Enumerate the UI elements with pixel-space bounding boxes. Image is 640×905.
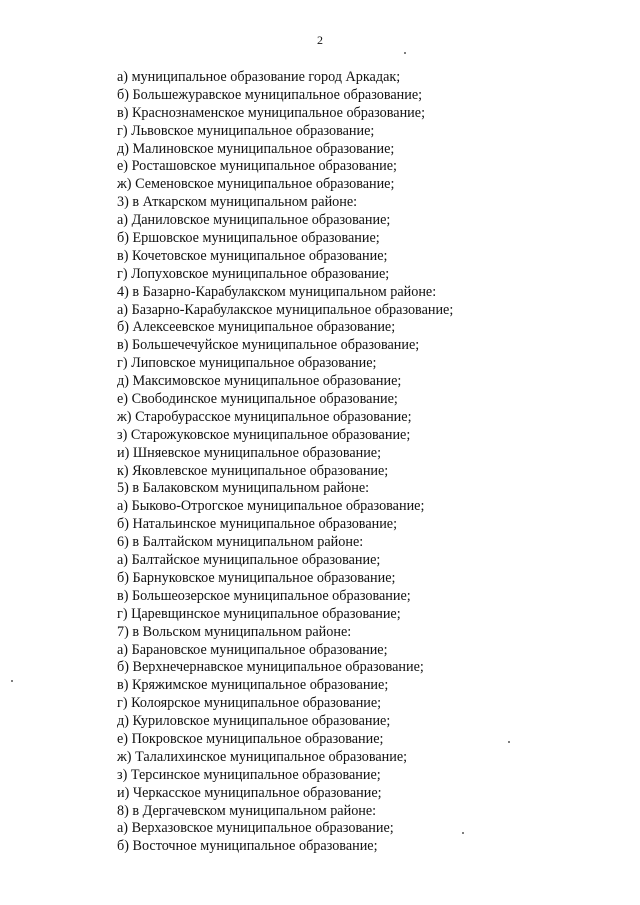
text-line: 4) в Базарно-Карабулакском муниципальном районе: <box>117 283 437 300</box>
text-line: а) Даниловское муниципальное образование; <box>117 212 391 229</box>
text-line: г) Царевщинское муниципальное образование; <box>117 605 401 622</box>
text-line: е) Свободинское муниципальное образование; <box>117 391 398 408</box>
text-line: д) Малиновское муниципальное образование; <box>117 140 395 157</box>
page-number: 2 <box>317 33 323 47</box>
text-line: 3) в Аткарском муниципальном районе: <box>117 194 358 211</box>
scan-speck <box>462 832 464 834</box>
text-line: д) Куриловское муниципальное образование; <box>117 713 391 730</box>
text-line: а) Базарно-Карабулакское муниципальное образование; <box>117 301 454 318</box>
text-line: ж) Старобурасское муниципальное образование; <box>117 408 412 425</box>
text-line: к) Яковлевское муниципальное образование; <box>117 462 389 479</box>
text-line: и) Шняевское муниципальное образование; <box>117 444 382 461</box>
text-line: в) Большеозерское муниципальное образование; <box>117 587 411 604</box>
text-line: 6) в Балтайском муниципальном районе: <box>117 534 364 551</box>
text-lines <box>117 69 453 856</box>
text-line: д) Максимовское муниципальное образование; <box>117 373 402 390</box>
text-line: б) Ершовское муниципальное образование; <box>117 230 380 247</box>
text-line: а) Быково-Отрогское муниципальное образование; <box>117 498 425 515</box>
text-line: б) Алексеевское муниципальное образование; <box>117 319 396 336</box>
text-line: б) Восточное муниципальное образование; <box>117 838 378 855</box>
text-line: е) Росташовское муниципальное образование; <box>117 158 397 175</box>
text-line: б) Натальинское муниципальное образование; <box>117 516 398 533</box>
text-line: в) Кряжимское муниципальное образование; <box>117 677 389 694</box>
text-line: б) Барнуковское муниципальное образование; <box>117 569 396 586</box>
text-line: 5) в Балаковском муниципальном районе: <box>117 480 370 497</box>
scan-speck <box>404 52 406 54</box>
text-line: ж) Талалихинское муниципальное образование; <box>117 748 408 765</box>
text-line: г) Лопуховское муниципальное образование; <box>117 265 390 282</box>
text-line: 8) в Дергачевском муниципальном районе: <box>117 802 377 819</box>
text-line: б) Большежуравское муниципальное образование; <box>117 86 423 103</box>
text-line: а) Верхазовское муниципальное образование; <box>117 820 394 837</box>
text-line: в) Большечечуйское муниципальное образование; <box>117 337 420 354</box>
text-line: а) Барановское муниципальное образование; <box>117 641 388 658</box>
text-line: б) Верхнечернавское муниципальное образование; <box>117 659 424 676</box>
text-line: г) Колоярское муниципальное образование; <box>117 695 382 712</box>
text-line: а) Балтайское муниципальное образование; <box>117 552 381 569</box>
scan-speck <box>508 741 510 743</box>
scan-speck <box>11 680 13 682</box>
text-line: 7) в Вольском муниципальном районе: <box>117 623 352 640</box>
text-line: и) Черкасское муниципальное образование; <box>117 784 382 801</box>
text-line: з) Старожуковское муниципальное образование; <box>117 426 411 443</box>
text-line: г) Липовское муниципальное образование; <box>117 355 377 372</box>
text-line: з) Терсинское муниципальное образование; <box>117 766 381 783</box>
text-line: ж) Семеновское муниципальное образование; <box>117 176 395 193</box>
text-line: е) Покровское муниципальное образование; <box>117 730 384 747</box>
text-line: в) Кочетовское муниципальное образование; <box>117 247 388 264</box>
text-line: в) Краснознаменское муниципальное образование; <box>117 104 426 121</box>
text-line: г) Львовское муниципальное образование; <box>117 122 375 139</box>
text-line: а) муниципальное образование город Аркадак; <box>117 69 401 85</box>
